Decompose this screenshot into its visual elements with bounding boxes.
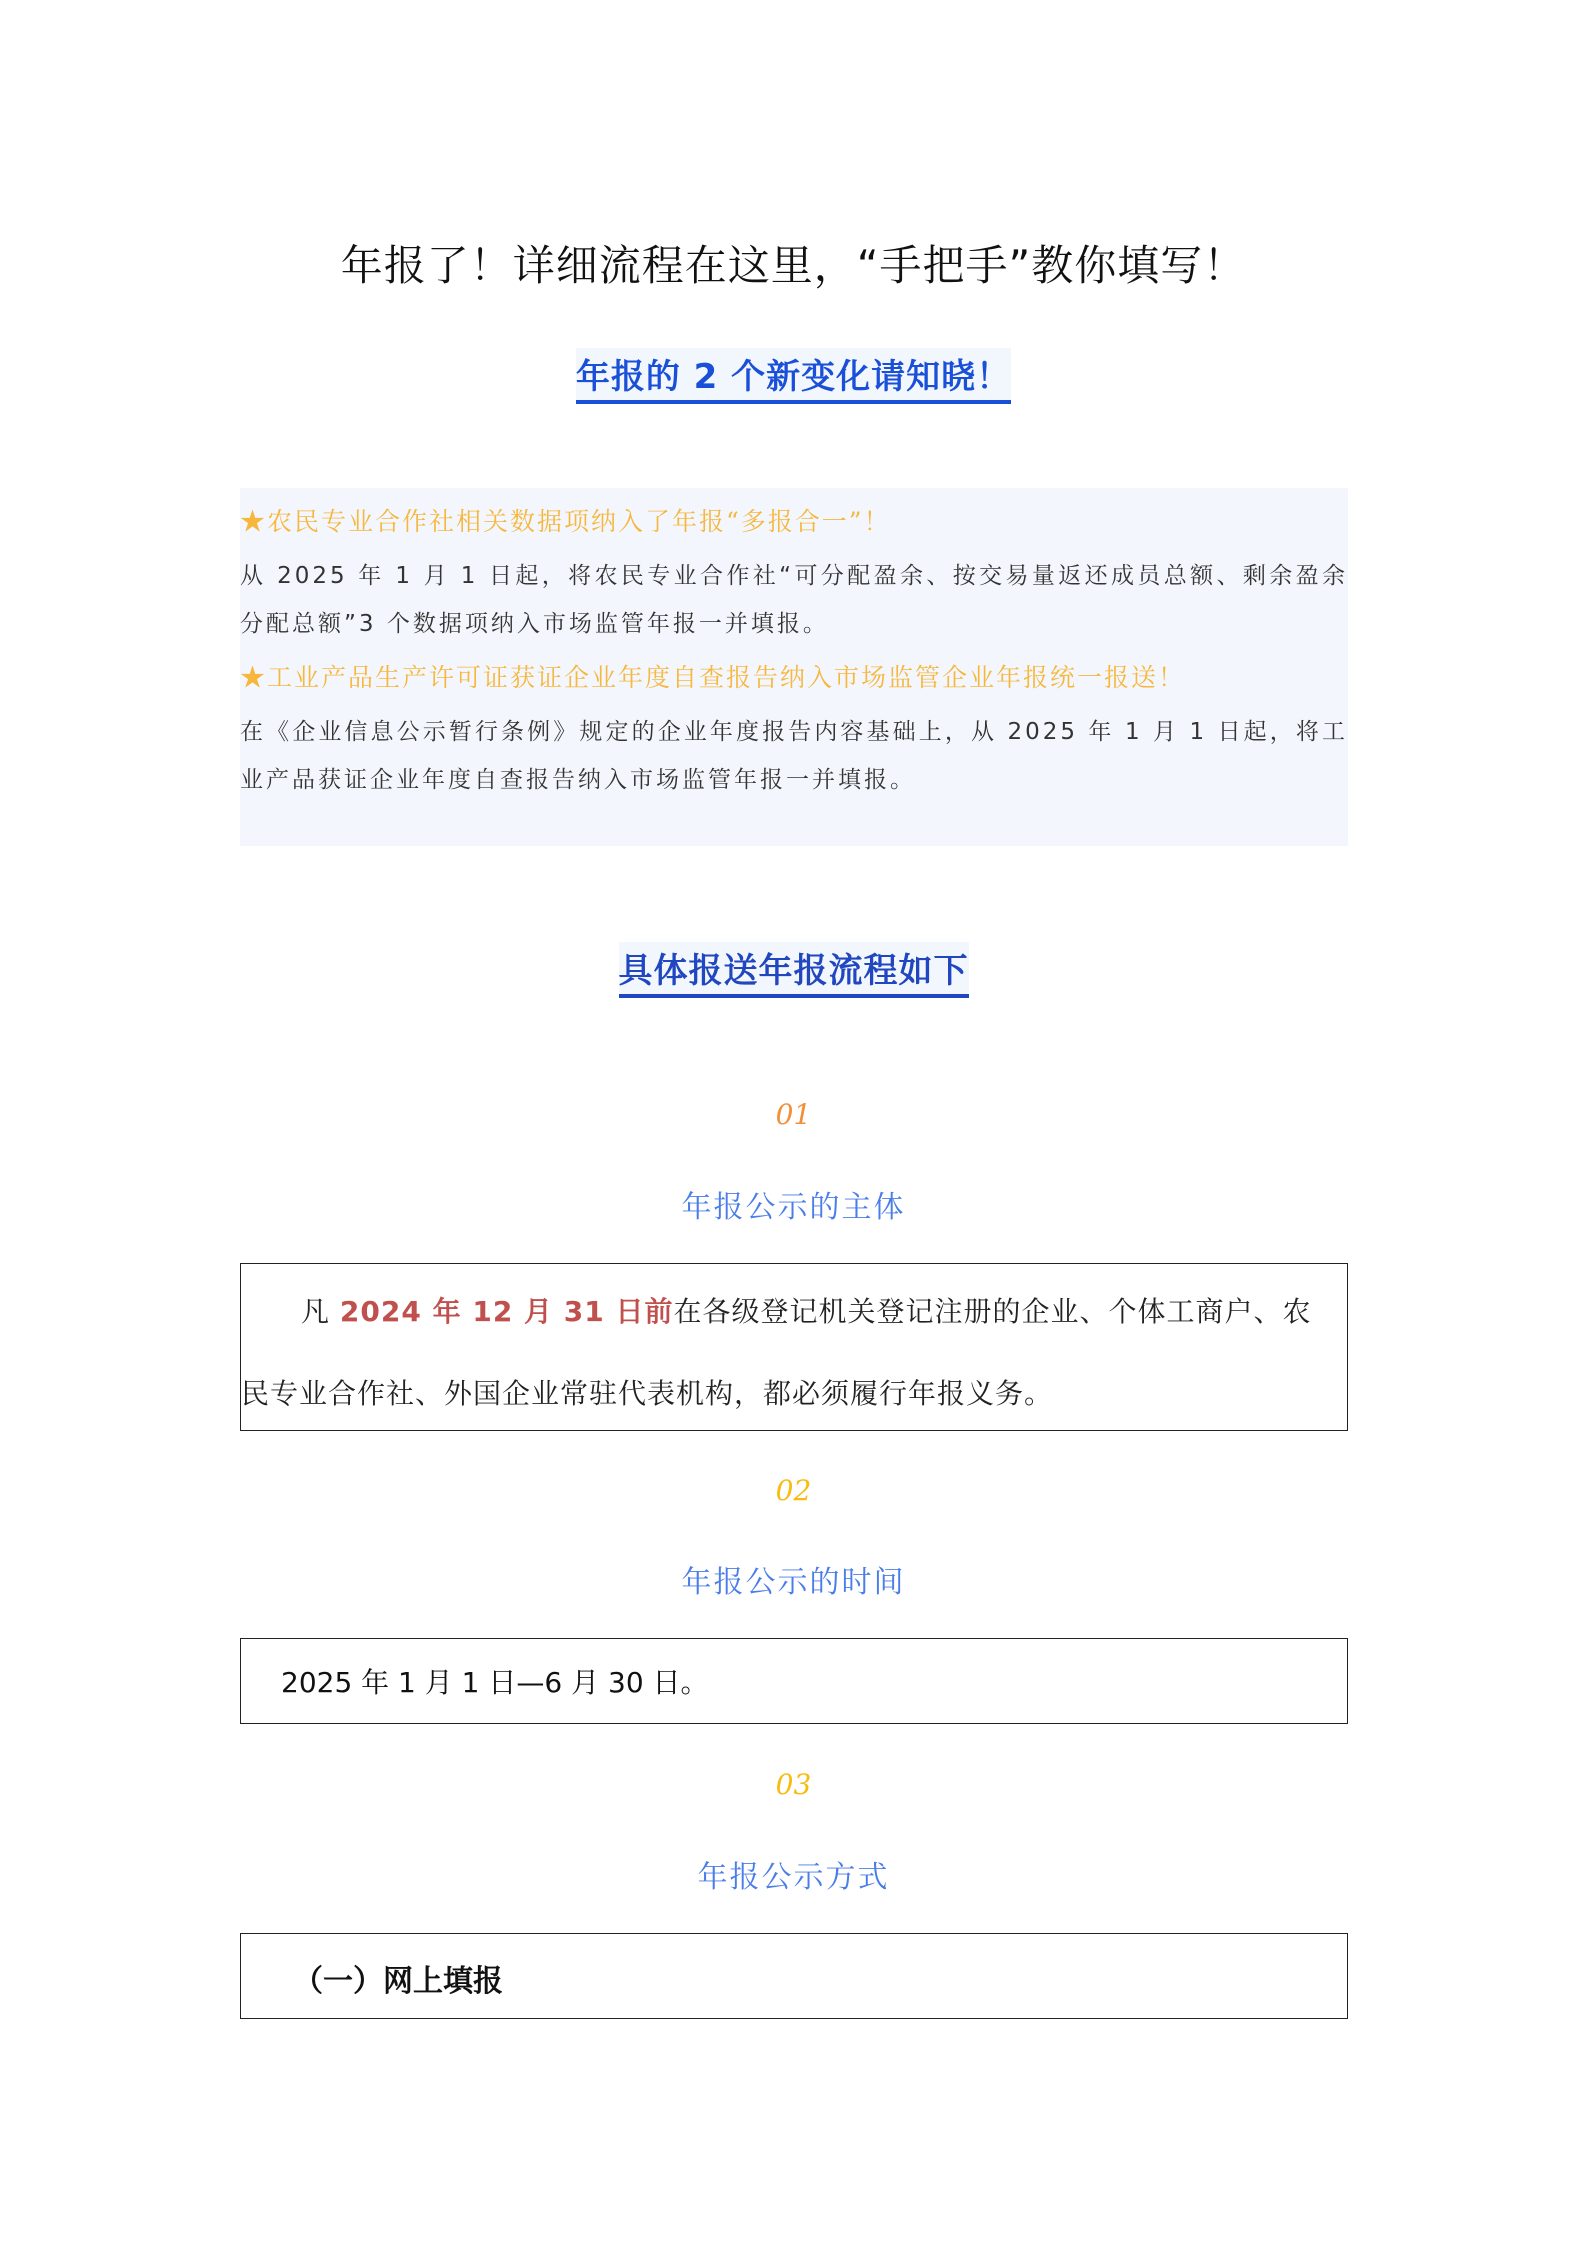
step-content-box-2 [240, 1638, 1348, 1724]
step-title-1: 年报公示的主体 [681, 1190, 906, 1225]
step-content-box-1 [240, 1263, 1348, 1431]
step-number-1: 01 [775, 1098, 812, 1131]
step-number-3: 03 [775, 1768, 812, 1801]
process-heading: 具体报送年报流程如下 [619, 942, 969, 998]
step-content-box-3 [240, 1933, 1348, 2019]
change-body-1: 从 2025 年 1 月 1 日起，将农民专业合作社“可分配盈余、按交易量返还成员总额、剩余盈余分配总额”3 个数据项纳入市场监管年报一并填报。 [240, 563, 1348, 637]
step-1-line-2: 民专业合作社、外国企业常驻代表机构，都必须履行年报义务。 [241, 1377, 1054, 1410]
change-body-2: 在《企业信息公示暂行条例》规定的企业年度报告内容基础上，从 2025 年 1 月 1 日起，将工业产品获证企业年度自查报告纳入市场监管年报一并填报。 [240, 719, 1348, 793]
process-banner [0, 942, 1587, 998]
step-3-content: （一）网上填报 [293, 1964, 503, 1999]
changes-banner [0, 348, 1587, 404]
change-headline-2: ★工业产品生产许可证获证企业年度自查报告纳入市场监管企业年报统一报送！ [240, 663, 1186, 692]
change-headline-1: ★农民专业合作社相关数据项纳入了年报“多报合一”！ [240, 507, 891, 536]
step-1-prefix: 凡 [301, 1295, 340, 1328]
step-1-line-1-rest: 在各级登记机关登记注册的企业、个体工商户、农 [673, 1295, 1312, 1328]
step-number-2: 02 [775, 1474, 812, 1507]
step-2-content: 2025 年 1 月 1 日—6 月 30 日。 [281, 1666, 709, 1699]
step-title-3: 年报公示方式 [697, 1860, 890, 1895]
step-1-line-1 [301, 1290, 1312, 1330]
changes-heading: 年报的 2 个新变化请知晓！ [576, 348, 1011, 404]
step-title-2: 年报公示的时间 [681, 1565, 906, 1600]
changes-box [240, 488, 1348, 846]
page-title: 年报了！详细流程在这里，“手把手”教你填写！ [340, 241, 1247, 291]
deadline-highlight: 2024 年 12 月 31 日前 [339, 1295, 674, 1328]
